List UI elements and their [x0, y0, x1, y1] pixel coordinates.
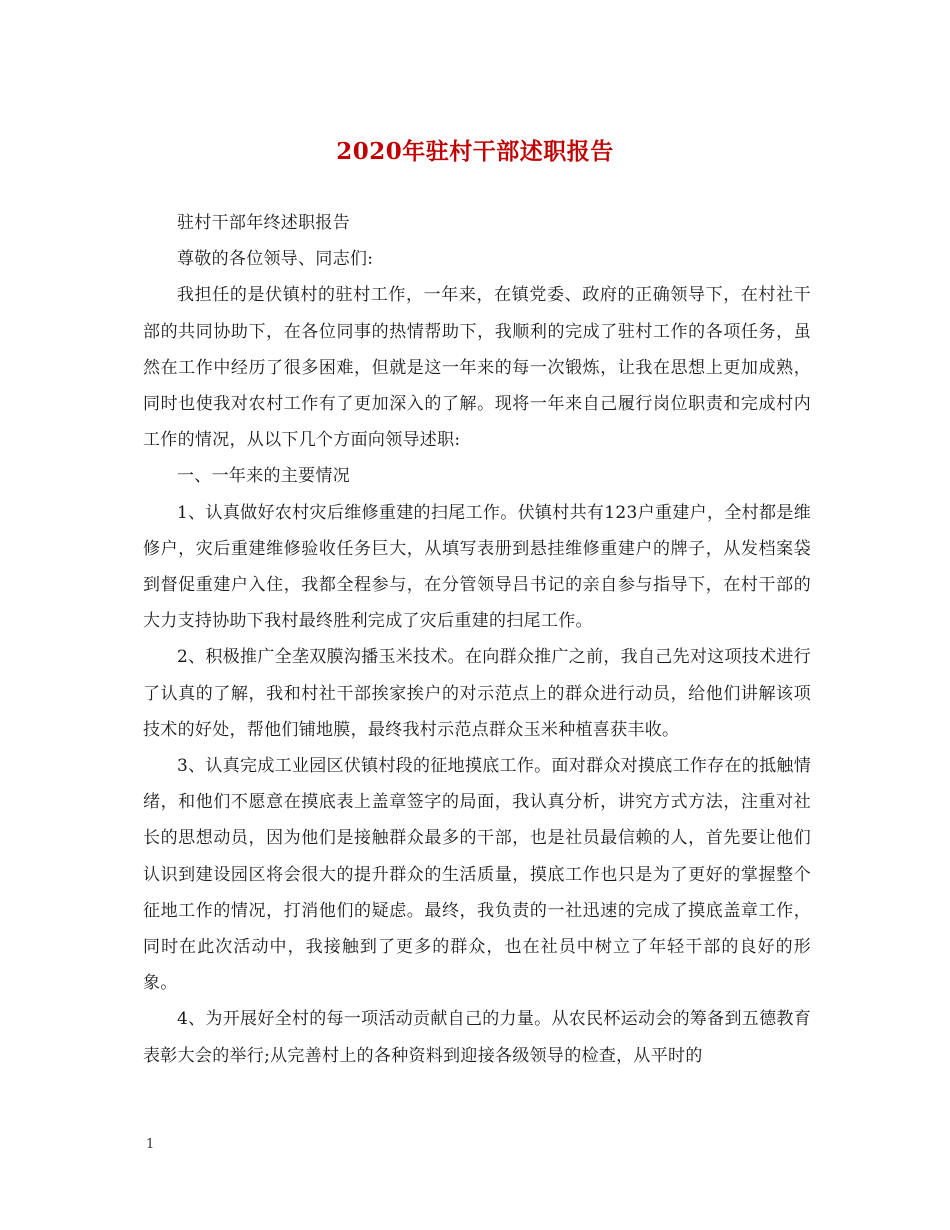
paragraph-item-2: 2、积极推广全垄双膜沟播玉米技术。在向群众推广之前，我自己先对这项技术进行了认真的了解，我和村社干部挨家挨户的对示范点上的群众进行动员，给他们讲解该项技术的好处，帮他们铺地膜，最终我村示范点群众玉米种植喜获丰收。	[143, 647, 811, 740]
section-heading: 一、一年来的主要情况	[177, 466, 350, 487]
document-body	[143, 205, 811, 1074]
paragraph-salutation: 尊敬的各位领导、同志们:	[177, 249, 374, 270]
paragraph-item-4: 4、为开展好全村的每一项活动贡献自己的力量。从农民杯运动会的筹备到五德教育表彰大会的举行;从完善村上的各种资料到迎接各级领导的检查，从平时的	[143, 1009, 811, 1066]
paragraph-item-1: 1、认真做好农村灾后维修重建的扫尾工作。伏镇村共有123户重建户，全村都是维修户，灾后重建维修验收任务巨大，从填写表册到悬挂维修重建户的牌子，从发档案袋到督促重建户入住，我都全程参与，在分管领导吕书记的亲自参与指导下，在村干部的大力支持协助下我村最终胜利完成了灾后重建的扫尾工作。	[143, 502, 811, 632]
page-number: 1	[146, 1137, 155, 1152]
paragraph-subtitle: 驻村干部年终述职报告	[177, 213, 350, 233]
document-title: 2020年驻村干部述职报告	[336, 138, 614, 165]
paragraph-intro: 我担任的是伏镇村的驻村工作，一年来，在镇党委、政府的正确领导下，在村社干部的共同协助下，在各位同事的热情帮助下，我顺利的完成了驻村工作的各项任务，虽然在工作中经历了很多困难，但就是这一年来的每一次锻炼，让我在思想上更加成熟，同时也使我对农村工作有了更加深入的了解。现将一年来自己履行岗位职责和完成村内工作的情况，从以下几个方面向领导述职:	[143, 285, 811, 451]
paragraph-item-3: 3、认真完成工业园区伏镇村段的征地摸底工作。面对群众对摸底工作存在的抵触情绪，和他们不愿意在摸底表上盖章签字的局面，我认真分析，讲究方式方法，注重对社长的思想动员，因为他们是接触群众最多的干部，也是社员最信赖的人，首先要让他们认识到建设园区将会很大的提升群众的生活质量，摸底工作也只是为了更好的掌握整个征地工作的情况，打消他们的疑虑。最终，我负责的一社迅速的完成了摸底盖章工作，同时在此次活动中，我接触到了更多的群众，也在社员中树立了年轻干部的良好的形象。	[143, 756, 811, 994]
